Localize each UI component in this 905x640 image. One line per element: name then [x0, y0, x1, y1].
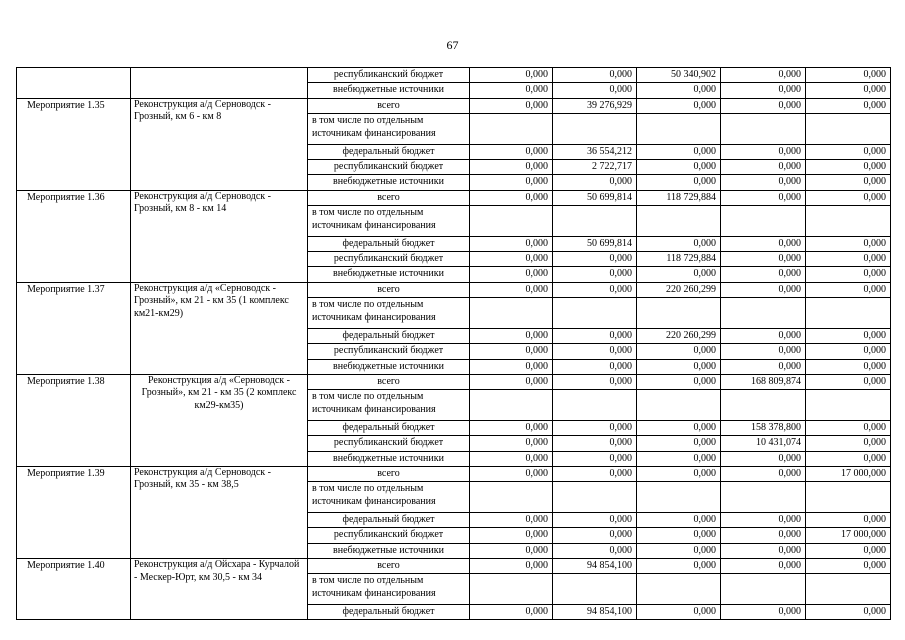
value-cell: 0,000 [721, 267, 806, 282]
value-cell: 0,000 [721, 451, 806, 466]
funding-source-cell: внебюджетные источники [308, 175, 470, 190]
value-cell: 0,000 [637, 344, 721, 359]
value-cell: 0,000 [470, 328, 553, 343]
value-cell: 0,000 [470, 68, 553, 83]
value-cell: 0,000 [470, 344, 553, 359]
table-row [17, 559, 891, 574]
value-cell [806, 390, 891, 421]
measure-cell: Мероприятие 1.35 [17, 98, 131, 190]
funding-source-cell: в том числе по отдельным источникам финансирования [308, 114, 470, 145]
value-cell [553, 298, 637, 329]
funding-source-cell: в том числе по отдельным источникам финансирования [308, 298, 470, 329]
measure-name-cell: Реконструкция а/д «Серноводск - Грозный», км 21 - км 35 (2 комплекс км29-км35) [131, 374, 308, 466]
value-cell: 0,000 [806, 160, 891, 175]
measure-name-cell: Реконструкция а/д Серноводск - Грозный, км 35 - км 38,5 [131, 466, 308, 558]
value-cell: 0,000 [721, 252, 806, 267]
value-cell [721, 206, 806, 237]
value-cell: 0,000 [637, 236, 721, 251]
value-cell: 0,000 [553, 466, 637, 481]
value-cell: 0,000 [721, 559, 806, 574]
funding-source-cell: республиканский бюджет [308, 160, 470, 175]
value-cell: 0,000 [553, 512, 637, 527]
value-cell: 0,000 [470, 144, 553, 159]
value-cell: 0,000 [637, 605, 721, 620]
value-cell: 0,000 [806, 512, 891, 527]
value-cell: 0,000 [637, 98, 721, 113]
value-cell: 10 431,074 [721, 436, 806, 451]
value-cell: 0,000 [553, 543, 637, 558]
funding-source-cell: всего [308, 559, 470, 574]
value-cell: 0,000 [470, 451, 553, 466]
value-cell: 0,000 [721, 344, 806, 359]
value-cell: 118 729,884 [637, 190, 721, 205]
value-cell: 0,000 [470, 267, 553, 282]
value-cell: 0,000 [553, 68, 637, 83]
value-cell [806, 298, 891, 329]
funding-source-cell: всего [308, 466, 470, 481]
value-cell: 0,000 [553, 282, 637, 297]
measure-cell: Мероприятие 1.38 [17, 374, 131, 466]
value-cell: 0,000 [470, 559, 553, 574]
value-cell: 0,000 [637, 543, 721, 558]
funding-source-cell: внебюджетные источники [308, 83, 470, 98]
value-cell: 0,000 [806, 359, 891, 374]
funding-source-cell: республиканский бюджет [308, 68, 470, 83]
value-cell: 0,000 [721, 512, 806, 527]
value-cell: 0,000 [806, 190, 891, 205]
measure-cell: Мероприятие 1.36 [17, 190, 131, 282]
value-cell [806, 482, 891, 513]
value-cell: 0,000 [721, 190, 806, 205]
value-cell: 0,000 [470, 236, 553, 251]
value-cell [806, 574, 891, 605]
value-cell: 0,000 [637, 175, 721, 190]
value-cell: 0,000 [470, 512, 553, 527]
value-cell: 118 729,884 [637, 252, 721, 267]
value-cell: 0,000 [806, 144, 891, 159]
value-cell [553, 482, 637, 513]
value-cell: 0,000 [721, 144, 806, 159]
value-cell: 0,000 [721, 282, 806, 297]
value-cell: 0,000 [637, 466, 721, 481]
value-cell: 0,000 [470, 175, 553, 190]
funding-source-cell: всего [308, 374, 470, 389]
value-cell: 0,000 [806, 344, 891, 359]
funding-source-cell: внебюджетные источники [308, 543, 470, 558]
table-row [17, 466, 891, 481]
funding-source-cell: всего [308, 190, 470, 205]
value-cell: 0,000 [637, 267, 721, 282]
value-cell: 0,000 [806, 605, 891, 620]
value-cell: 0,000 [806, 252, 891, 267]
value-cell [553, 574, 637, 605]
value-cell: 0,000 [637, 436, 721, 451]
funding-source-cell: федеральный бюджет [308, 328, 470, 343]
value-cell: 0,000 [553, 344, 637, 359]
funding-source-cell: федеральный бюджет [308, 144, 470, 159]
funding-source-cell: внебюджетные источники [308, 359, 470, 374]
value-cell [637, 114, 721, 145]
measure-cell: Мероприятие 1.37 [17, 282, 131, 374]
value-cell: 0,000 [470, 466, 553, 481]
value-cell [637, 206, 721, 237]
value-cell: 0,000 [637, 420, 721, 435]
financing-table [16, 67, 891, 620]
value-cell: 0,000 [553, 328, 637, 343]
value-cell: 39 276,929 [553, 98, 637, 113]
value-cell: 0,000 [806, 328, 891, 343]
value-cell: 220 260,299 [637, 282, 721, 297]
value-cell: 0,000 [806, 267, 891, 282]
funding-source-cell: федеральный бюджет [308, 512, 470, 527]
value-cell: 158 378,800 [721, 420, 806, 435]
value-cell: 0,000 [470, 543, 553, 558]
value-cell: 50 340,902 [637, 68, 721, 83]
value-cell: 36 554,212 [553, 144, 637, 159]
value-cell: 94 854,100 [553, 559, 637, 574]
value-cell: 0,000 [470, 420, 553, 435]
value-cell [637, 298, 721, 329]
value-cell: 0,000 [721, 83, 806, 98]
value-cell: 0,000 [470, 98, 553, 113]
value-cell: 0,000 [806, 83, 891, 98]
table-row [17, 282, 891, 297]
value-cell [470, 390, 553, 421]
measure-cell [17, 68, 131, 99]
table-body [17, 68, 891, 620]
value-cell [637, 482, 721, 513]
value-cell [470, 114, 553, 145]
value-cell: 0,000 [721, 160, 806, 175]
value-cell: 0,000 [470, 83, 553, 98]
value-cell: 0,000 [806, 374, 891, 389]
value-cell: 0,000 [721, 543, 806, 558]
value-cell [721, 390, 806, 421]
value-cell: 0,000 [470, 436, 553, 451]
value-cell: 0,000 [721, 328, 806, 343]
value-cell: 17 000,000 [806, 466, 891, 481]
value-cell [470, 482, 553, 513]
value-cell: 0,000 [637, 83, 721, 98]
value-cell: 0,000 [470, 374, 553, 389]
value-cell: 0,000 [637, 512, 721, 527]
value-cell: 0,000 [553, 528, 637, 543]
value-cell: 0,000 [553, 436, 637, 451]
measure-name-cell: Реконструкция а/д Ойсхара - Курчалой - Мескер-Юрт, км 30,5 - км 34 [131, 559, 308, 620]
value-cell: 0,000 [721, 605, 806, 620]
measure-name-cell: Реконструкция а/д Серноводск - Грозный, км 6 - км 8 [131, 98, 308, 190]
value-cell: 50 699,814 [553, 236, 637, 251]
value-cell [721, 298, 806, 329]
value-cell: 0,000 [553, 267, 637, 282]
funding-source-cell: федеральный бюджет [308, 605, 470, 620]
value-cell [553, 390, 637, 421]
measure-cell: Мероприятие 1.39 [17, 466, 131, 558]
value-cell: 0,000 [806, 436, 891, 451]
value-cell: 0,000 [637, 528, 721, 543]
value-cell: 0,000 [806, 282, 891, 297]
funding-source-cell: в том числе по отдельным источникам финансирования [308, 206, 470, 237]
value-cell: 0,000 [806, 559, 891, 574]
value-cell: 0,000 [806, 98, 891, 113]
funding-source-cell: внебюджетные источники [308, 451, 470, 466]
table-row [17, 190, 891, 205]
funding-source-cell: республиканский бюджет [308, 344, 470, 359]
value-cell [470, 574, 553, 605]
value-cell: 0,000 [553, 175, 637, 190]
value-cell: 0,000 [721, 98, 806, 113]
table-row [17, 374, 891, 389]
value-cell: 0,000 [553, 359, 637, 374]
value-cell: 2 722,717 [553, 160, 637, 175]
value-cell [637, 390, 721, 421]
value-cell [553, 206, 637, 237]
value-cell: 168 809,874 [721, 374, 806, 389]
measure-name-cell: Реконструкция а/д «Серноводск - Грозный», км 21 - км 35 (1 комплекс км21-км29) [131, 282, 308, 374]
value-cell: 0,000 [470, 605, 553, 620]
value-cell [470, 298, 553, 329]
table-row [17, 68, 891, 83]
measure-name-cell [131, 68, 308, 99]
funding-source-cell: федеральный бюджет [308, 420, 470, 435]
value-cell: 17 000,000 [806, 528, 891, 543]
funding-source-cell: в том числе по отдельным источникам финансирования [308, 482, 470, 513]
value-cell: 0,000 [553, 420, 637, 435]
value-cell: 0,000 [721, 466, 806, 481]
value-cell: 94 854,100 [553, 605, 637, 620]
funding-source-cell: республиканский бюджет [308, 436, 470, 451]
value-cell [553, 114, 637, 145]
page-number: 67 [446, 38, 459, 52]
funding-source-cell: всего [308, 282, 470, 297]
value-cell: 50 699,814 [553, 190, 637, 205]
table-row [17, 98, 891, 113]
value-cell [721, 574, 806, 605]
value-cell [806, 114, 891, 145]
value-cell: 0,000 [553, 252, 637, 267]
value-cell [637, 574, 721, 605]
value-cell: 0,000 [721, 68, 806, 83]
funding-source-cell: федеральный бюджет [308, 236, 470, 251]
value-cell: 0,000 [806, 451, 891, 466]
value-cell: 0,000 [637, 374, 721, 389]
value-cell [470, 206, 553, 237]
value-cell: 0,000 [721, 236, 806, 251]
value-cell: 0,000 [470, 359, 553, 374]
value-cell: 0,000 [470, 282, 553, 297]
value-cell: 0,000 [637, 451, 721, 466]
value-cell: 0,000 [637, 144, 721, 159]
value-cell: 0,000 [637, 559, 721, 574]
value-cell: 0,000 [553, 374, 637, 389]
value-cell: 0,000 [553, 83, 637, 98]
value-cell: 0,000 [721, 175, 806, 190]
value-cell: 0,000 [470, 160, 553, 175]
value-cell [806, 206, 891, 237]
value-cell [721, 114, 806, 145]
funding-source-cell: всего [308, 98, 470, 113]
value-cell: 0,000 [637, 160, 721, 175]
measure-cell: Мероприятие 1.40 [17, 559, 131, 620]
value-cell: 0,000 [806, 68, 891, 83]
value-cell: 0,000 [553, 451, 637, 466]
funding-source-cell: в том числе по отдельным источникам финансирования [308, 390, 470, 421]
measure-name-cell: Реконструкция а/д Серноводск - Грозный, км 8 - км 14 [131, 190, 308, 282]
funding-source-cell: республиканский бюджет [308, 528, 470, 543]
value-cell: 0,000 [806, 175, 891, 190]
value-cell: 0,000 [721, 528, 806, 543]
value-cell: 220 260,299 [637, 328, 721, 343]
value-cell: 0,000 [470, 528, 553, 543]
funding-source-cell: внебюджетные источники [308, 267, 470, 282]
value-cell: 0,000 [470, 190, 553, 205]
funding-source-cell: в том числе по отдельным источникам финансирования [308, 574, 470, 605]
value-cell: 0,000 [721, 359, 806, 374]
funding-source-cell: республиканский бюджет [308, 252, 470, 267]
value-cell: 0,000 [806, 236, 891, 251]
value-cell [721, 482, 806, 513]
value-cell: 0,000 [806, 420, 891, 435]
value-cell: 0,000 [806, 543, 891, 558]
value-cell: 0,000 [637, 359, 721, 374]
value-cell: 0,000 [470, 252, 553, 267]
